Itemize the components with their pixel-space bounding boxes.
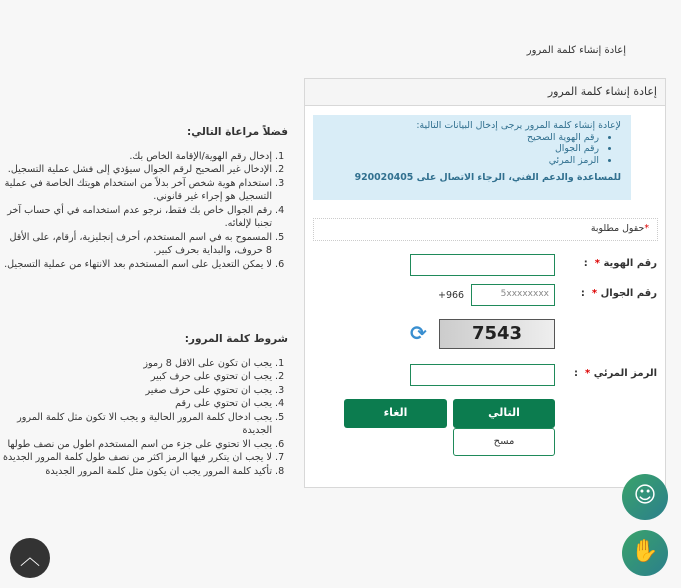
password-rules-section <box>3 333 288 478</box>
info-box <box>313 115 631 200</box>
list-item: 5. المسموح به في اسم المستخدم، أحرف إنجليزية، أرقام، على الأقل 8 حروف، والبداية بحرف كبير. <box>3 231 272 258</box>
info-intro: لإعادة إنشاء كلمة المرور يرجى إدخال البيانات التالية: <box>416 120 621 131</box>
captcha-label: الرمز المرئي * : <box>574 368 657 379</box>
captcha-label-text: الرمز المرئي <box>593 368 657 379</box>
list-item: 1. يجب ان تكون على الاقل 8 رموز <box>3 357 272 371</box>
id-input[interactable] <box>410 254 555 276</box>
list-item: 2. الإدخال غير الصحيح لرقم الجوال سيؤدي إلى فشل عملية التسجيل. <box>3 163 272 177</box>
breadcrumb: إعادة إنشاء كلمة المرور <box>526 45 626 56</box>
clear-button[interactable]: مسح <box>453 428 555 456</box>
chevron-up-icon: ︿ <box>20 545 40 569</box>
mobile-input[interactable]: 5xxxxxxxx <box>471 284 555 306</box>
list-item: 4. يجب ان تحتوي على رقم <box>3 397 272 411</box>
reset-password-panel <box>304 78 666 488</box>
chat-support-button[interactable] <box>622 474 668 520</box>
info-item: • الرمز المرئي <box>323 155 599 167</box>
info-item: • رقم الجوال <box>323 143 599 155</box>
mobile-label: رقم الجوال * : <box>580 288 657 299</box>
rules-title: شروط كلمة المرور: <box>184 333 288 345</box>
refresh-icon[interactable]: ⟳ <box>410 321 427 345</box>
notes-section <box>3 126 288 271</box>
list-item: 2. يجب ان تحتوي على حرف كبير <box>3 370 272 384</box>
hands-icon: ✋ <box>631 539 659 564</box>
scroll-top-button[interactable] <box>10 538 50 578</box>
list-item: 5. يجب ادخال كلمة المرور الحالية و يجب الا تكون مثل كلمة المرور الجديدة <box>3 411 272 438</box>
notes-title: فضلاً مراعاة التالي: <box>187 126 288 138</box>
info-item: • رقم الهوية الصحيح <box>323 132 599 144</box>
support-text: للمساعدة والدعم الفني، الرجاء الاتصال على 920020405 <box>354 172 621 183</box>
smiley-agent-icon: ☺ <box>633 483 657 508</box>
mobile-label-text: رقم الجوال <box>600 288 657 299</box>
captcha-input[interactable] <box>410 364 555 386</box>
required-note <box>313 218 658 241</box>
next-button[interactable]: التالي <box>453 399 555 428</box>
sign-language-button[interactable] <box>622 530 668 576</box>
list-item: 6. يجب الا تحتوي على جزء من اسم المستخدم اطول من نصف طولها <box>3 438 272 452</box>
id-label-text: رقم الهوية <box>603 258 657 269</box>
list-item: 3. يجب ان تحتوي على حرف صغير <box>3 384 272 398</box>
list-item: 8. تأكيد كلمة المرور يجب ان يكون مثل كلمة المرور الجديدة <box>3 465 272 479</box>
list-item: 1. إدخال رقم الهوية/الإقامة الخاص بك. <box>3 150 272 164</box>
captcha-image: 7543 <box>439 319 555 349</box>
country-code: +966 <box>438 290 465 301</box>
cancel-button[interactable]: الغاء <box>344 399 447 428</box>
required-star: * <box>644 223 649 234</box>
list-item: 4. رقم الجوال خاص بك فقط، نرجو عدم استخدامه في أي حساب آخر تجنبا لإلغائه. <box>3 204 272 231</box>
list-item: 7. لا يجب ان يتكرر فيها الرمز اكثر من نصف طول كلمة المرور الجديدة <box>3 451 272 465</box>
list-item: 6. لا يمكن التعديل على اسم المستخدم بعد الانتهاء من عملية التسجيل. <box>3 258 272 272</box>
list-item: 3. استخدام هوية شخص آخر بدلاً من استخدام هويتك الخاصة في عملية التسجيل هو إجراء غير قانوني. <box>3 177 272 204</box>
id-label: رقم الهوية * : <box>583 258 657 269</box>
panel-title: إعادة إنشاء كلمة المرور <box>305 79 665 106</box>
required-note-text: حقول مطلوبة <box>590 223 645 234</box>
